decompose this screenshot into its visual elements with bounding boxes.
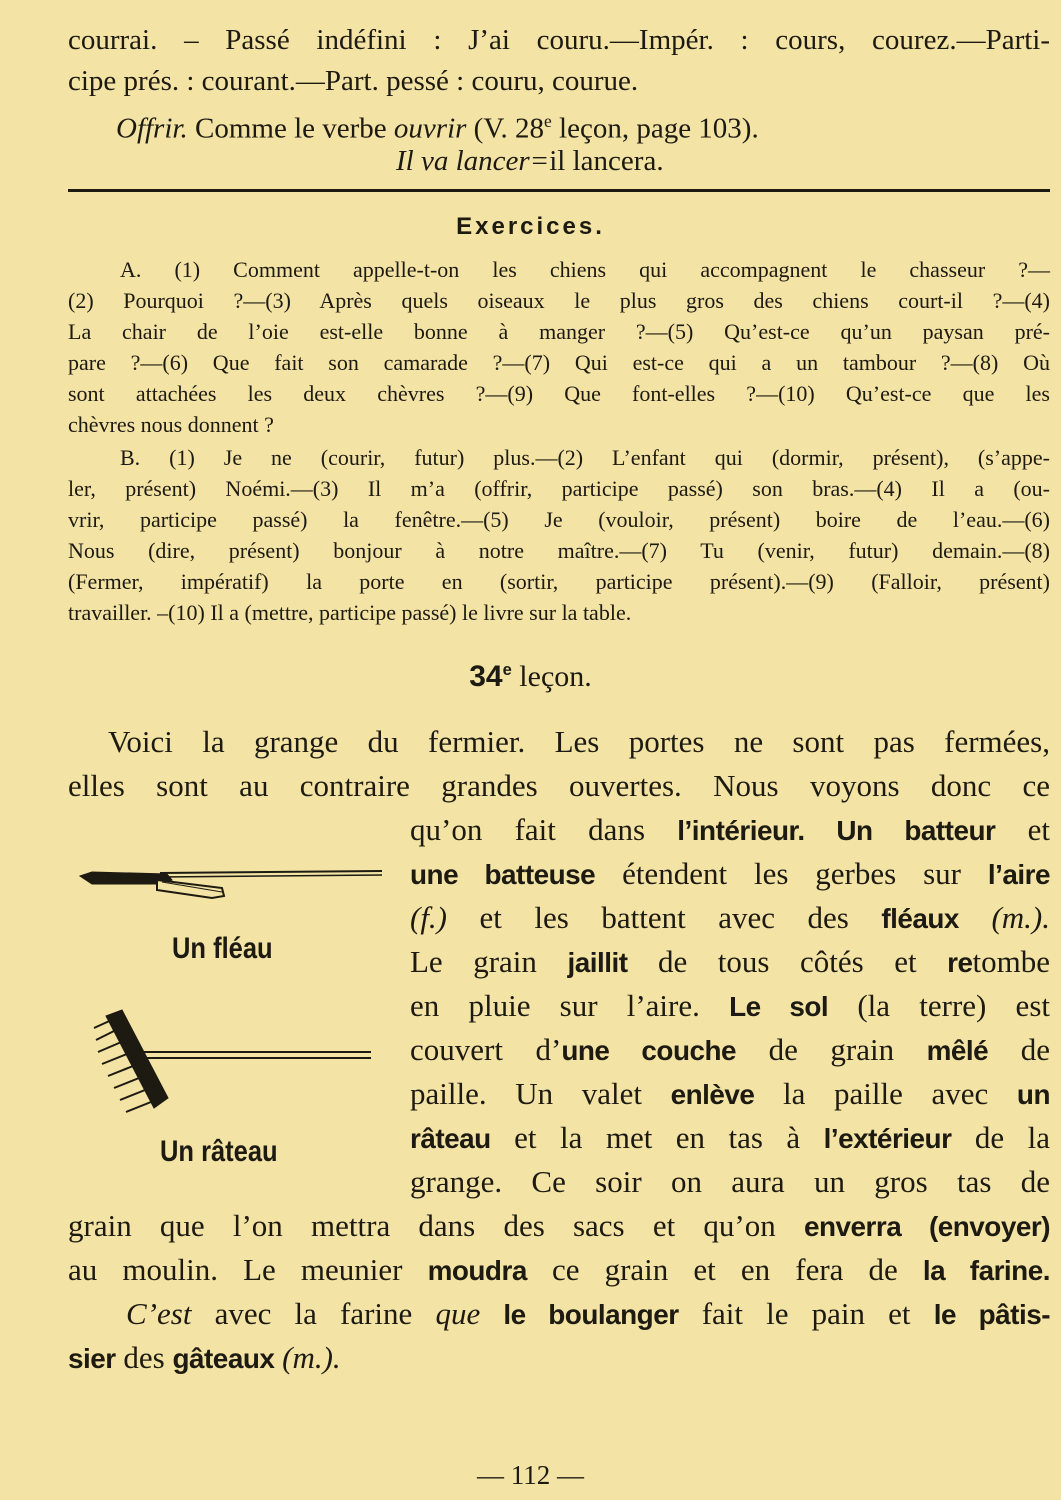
text: étendent les gerbes sur [595,856,988,891]
exercise-line: pare ?—(6) Que fait son camarade ?—(7) Qui est-ce qui a un tambour ?—(8) Où [68,350,1050,375]
term: Le sol [729,991,829,1022]
body-line-4 [410,852,1050,897]
gender: (f.) [410,900,448,935]
gender: (m.). [274,1340,341,1375]
text: avec la farine [191,1296,436,1331]
text: paille. Un valet [410,1076,671,1111]
term: sier [68,1343,116,1374]
text: ce grain et en fera de [526,1252,923,1287]
flail-caption: Un fléau [172,932,273,965]
conjugation-line-4 [396,141,796,181]
body-line-5 [410,896,1050,941]
text: fait le pain et [678,1296,934,1331]
term: fléaux [881,903,959,934]
term: le pâtis- [933,1299,1050,1330]
rake-icon [94,1010,371,1112]
body-line-9 [410,1072,1050,1117]
text: en pluie sur l’aire. [410,988,730,1023]
text: il lancera. [549,145,664,177]
text: et la met en tas à [490,1120,824,1155]
text: qu’on fait dans [410,812,678,847]
text: leçon, page 103). [551,112,759,145]
verb-ouvrir: ouvrir [393,112,467,145]
body-line-8 [410,1028,1050,1073]
body-line-12 [68,1204,1050,1249]
text: de tous côtés et [627,944,948,979]
exercise-line: (2) Pourquoi ?—(3) Après quels oiseaux le plus gros des chiens court-il ?—(4) [68,288,1050,313]
exercise-line: A. (1) Comment appelle-t-on les chiens qui accompagnent le chasseur ?— [120,257,1050,282]
text: des [115,1340,173,1375]
text: tombe [972,944,1051,979]
verb-lancer: Il va lancer= [396,145,550,177]
text: de grain [736,1032,927,1067]
text: de la [951,1120,1051,1155]
exercise-line: Nous (dire, présent) bonjour à notre maître.—(7) Tu (venir, futur) demain.—(8) [68,538,1050,563]
body-line-11: grange. Ce soir on aura un gros tas de [410,1164,1050,1199]
gender: (m.). [958,900,1050,935]
body-line-2: elles sont au contraire grandes ouvertes. Nous voyons donc ce [68,768,1050,803]
exercise-line: chèvres nous donnent ? [68,412,274,437]
text: la paille avec [754,1076,1017,1111]
term: l’extérieur [823,1123,952,1154]
text: Le grain [410,944,568,979]
text: au moulin. Le meunier [68,1252,428,1287]
exercise-line: travailler. –(10) Il a (mettre, participe passé) le livre sur la table. [68,600,632,625]
lesson-heading [0,660,1061,694]
term: l’aire [987,859,1050,890]
term: un [1016,1079,1050,1110]
term: moudra [427,1255,527,1286]
text: et les battent avec des [447,900,882,935]
emphasis: C’est [126,1296,192,1331]
text: Comme le verbe [187,112,394,145]
term: gâteaux [172,1343,275,1374]
term: la farine. [922,1255,1050,1286]
divider-rule [68,189,1050,192]
exercise-line: vrir, participe passé) la fenêtre.—(5) Je (vouloir, présent) boire de l’eau.—(6) [68,507,1050,532]
superscript: e [544,111,552,131]
term: le boulanger [503,1299,679,1330]
text: grain que l’on mettra dans des sacs et qu’on [68,1208,804,1243]
conjugation-line-2: cipe prés. : courant.—Part. pessé : couru, courue. [68,65,639,97]
term: une couche [561,1035,737,1066]
exercise-line: (Fermer, impératif) la porte en (sortir, participe présent).—(9) (Falloir, présent) [68,569,1050,594]
body-line-3 [410,808,1050,853]
text [480,1296,503,1331]
rake-illustration [86,1008,376,1128]
body-line-1: Voici la grange du fermier. Les portes ne sont pas fermées, [108,724,1050,759]
superscript: e [502,661,512,679]
term: mêlé [926,1035,989,1066]
term: enlève [670,1079,755,1110]
body-line-6 [410,940,1050,985]
body-line-14 [126,1292,1050,1337]
lesson-word: leçon. [511,660,592,693]
emphasis: que [435,1296,481,1331]
term: râteau [410,1123,491,1154]
term: l’intérieur. Un batteur [677,815,996,846]
exercise-line: La chair de l’oie est-elle bonne à manger ?—(5) Qu’est-ce qu’un paysan pré- [68,319,1050,344]
exercise-line: B. (1) Je ne (courir, futur) plus.—(2) L’enfant qui (dormir, présent), (s’appe- [120,445,1050,470]
body-line-15 [68,1336,1050,1381]
term: une batteuse [410,859,596,890]
page-number: — 112 — [477,1460,584,1490]
verb-offrir: Offrir. [116,112,188,145]
body-line-13 [68,1248,1050,1293]
term: enverra (envoyer) [803,1211,1051,1242]
lesson-number: 34 [469,660,503,693]
exercise-line: ler, présent) Noémi.—(3) Il m’a (offrir, participe passé) son bras.—(4) Il a (ou- [68,476,1050,501]
prefix: re [947,947,973,978]
text: (V. 28 [466,112,545,145]
exercises-title: Exercices. [456,213,605,240]
text: et [995,812,1051,847]
text: couvert d’ [410,1032,562,1067]
term: jaillit [567,947,628,978]
text: de [988,1032,1050,1067]
rake-caption: Un râteau [160,1135,278,1168]
body-line-7 [410,984,1050,1029]
conjugation-line-1: courrai. – Passé indéfini : J’ai couru.—Impér. : cours, courez.—Parti- [68,24,1050,56]
exercise-line: sont attachées les deux chèvres ?—(9) Que font-elles ?—(10) Qu’est-ce que les [68,381,1050,406]
body-line-10 [410,1116,1050,1161]
flail-illustration [72,862,384,912]
flail-icon [80,871,382,898]
text: (la terre) est [828,988,1050,1023]
